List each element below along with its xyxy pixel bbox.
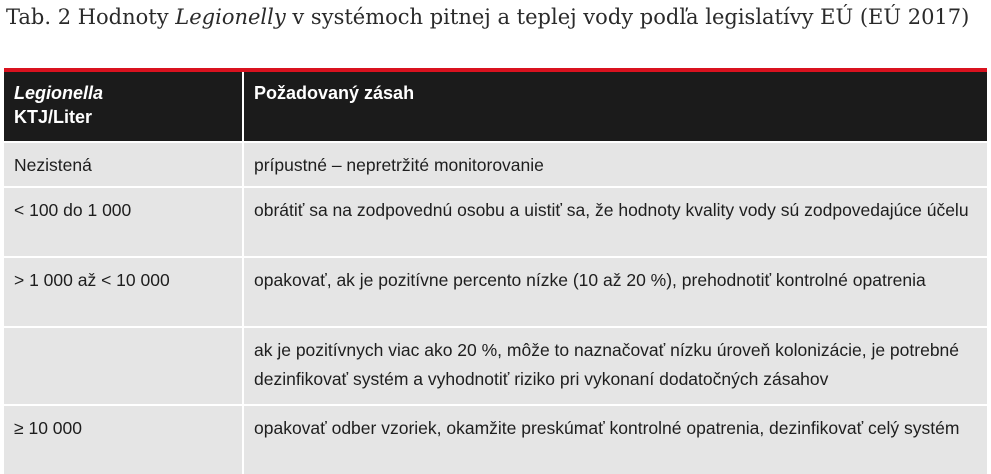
header-legionella [4,72,243,142]
action-cell: prípustné – nepretržité monitorovanie [243,142,987,187]
action-cell: obrátiť sa na zodpovednú osobu a uistiť sa, že hodnoty kvality vody sú zodpovedajúce účelu [243,187,987,257]
range-cell: Nezistená [4,142,243,187]
range-cell: < 100 do 1 000 [4,187,243,257]
action-cell: opakovať, ak je pozitívne percento nízke (10 až 20 %), prehodnotiť kontrolné opatrenia [243,257,987,327]
table-row [4,327,987,405]
table-row [4,187,987,257]
action-cell: opakovať odber vzoriek, okamžite preskúmať kontrolné opatrenia, dezinfikovať celý systém [243,405,987,474]
range-cell: ≥ 10 000 [4,405,243,474]
table-row [4,405,987,474]
table-caption [6,4,981,31]
caption-italic: Legionelly [175,5,286,29]
caption-prefix: Tab. 2 Hodnoty [6,5,176,29]
table-header-row [4,72,987,142]
header-legionella-unit: KTJ/Liter [14,107,93,127]
action-cell: ak je pozitívnych viac ako 20 %, môže to naznačovať nízku úroveň kolonizácie, je potrebné dezinfikovať systém a vyhodnotiť riziko pri vykonaní dodatočných zásahov [243,327,987,405]
header-legionella-title: Legionella [14,83,104,103]
legionella-table [4,72,987,474]
header-action: Požadovaný zásah [243,72,987,142]
range-cell-empty [4,327,243,405]
range-cell: > 1 000 až < 10 000 [4,257,243,327]
table-row [4,257,987,327]
caption-suffix: v systémoch pitnej a teplej vody podľa legislatívy EÚ (EÚ 2017) [285,5,970,29]
table-row [4,142,987,187]
